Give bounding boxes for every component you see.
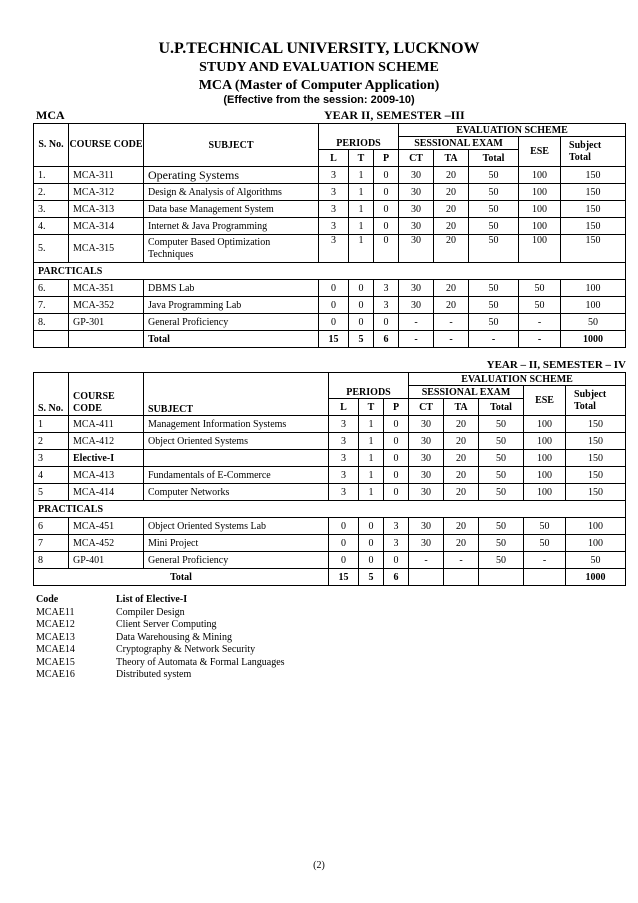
- cell-st: 150: [566, 467, 626, 484]
- cell-l: 3: [319, 235, 349, 263]
- cell-ta: 20: [434, 201, 469, 218]
- cell-subject: Java Programming Lab: [144, 297, 319, 314]
- cell-sno: 1.: [34, 167, 69, 184]
- cell-ta: 20: [444, 416, 479, 433]
- course-code-header: COURSE CODE: [69, 124, 144, 167]
- cell-ct: 30: [399, 184, 434, 201]
- cell-code: GP-401: [69, 552, 144, 569]
- list-item: [36, 657, 285, 670]
- subject-header: SUBJECT: [144, 124, 319, 167]
- ta-header: TA: [444, 399, 479, 416]
- totals-row: [34, 569, 626, 586]
- cell-ct: 30: [409, 535, 444, 552]
- cell-sno: 2: [34, 433, 69, 450]
- cell-ta: -: [444, 552, 479, 569]
- cell-total: 50: [479, 450, 524, 467]
- cell-st: 100: [566, 518, 626, 535]
- cell-ct: 30: [409, 416, 444, 433]
- elective-code: MCAE12: [36, 619, 75, 630]
- cell-subject: General Proficiency: [144, 552, 329, 569]
- list-item: [36, 632, 285, 645]
- cell-total: 50: [469, 167, 519, 184]
- elective-name: Distributed system: [116, 669, 192, 680]
- cell-sno: 5.: [34, 235, 69, 263]
- cell-total: 50: [469, 201, 519, 218]
- cell-l: 0: [319, 314, 349, 331]
- effective-session: (Effective from the session: 2009-10): [223, 94, 415, 106]
- cell-l: 3: [319, 218, 349, 235]
- cell-st: 100: [561, 280, 626, 297]
- cell-t: 1: [359, 433, 384, 450]
- cell-ese: 100: [519, 167, 561, 184]
- ese-header: ESE: [519, 137, 561, 167]
- cell-sno: 3: [34, 450, 69, 467]
- total-total: [479, 569, 524, 586]
- elective-list-header: List of Elective-I: [116, 594, 188, 605]
- subject-header: SUBJECT: [144, 373, 329, 416]
- cell-p: 0: [374, 167, 399, 184]
- table-row: [34, 218, 626, 235]
- cell-st: 150: [566, 416, 626, 433]
- evaluation-scheme-header: EVALUATION SCHEME: [399, 124, 626, 137]
- cell-subject: DBMS Lab: [144, 280, 319, 297]
- cell-p: 0: [374, 235, 399, 263]
- cell-ta: 20: [444, 467, 479, 484]
- t-header: T: [349, 150, 374, 167]
- cell-p: 3: [374, 280, 399, 297]
- cell-ese: 50: [524, 535, 566, 552]
- cell-st: 150: [561, 235, 626, 263]
- cell-st: 150: [566, 484, 626, 501]
- cell-total: 50: [479, 552, 524, 569]
- table-row: [34, 433, 626, 450]
- list-item: [36, 619, 285, 632]
- cell-l: 3: [319, 167, 349, 184]
- cell-code: MCA-411: [69, 416, 144, 433]
- list-item: [36, 644, 285, 657]
- cell-total: 50: [479, 433, 524, 450]
- evaluation-scheme-header: EVALUATION SCHEME: [409, 373, 626, 386]
- cell-ese: 100: [519, 184, 561, 201]
- cell-st: 100: [561, 297, 626, 314]
- cell-ta: 20: [434, 218, 469, 235]
- cell-ese: 100: [524, 450, 566, 467]
- cell-ese: 100: [524, 433, 566, 450]
- total-header: Total: [479, 399, 524, 416]
- total-header: Total: [469, 150, 519, 167]
- total-subject-total: 1000: [561, 331, 626, 348]
- cell-ese: -: [524, 552, 566, 569]
- cell-l: 0: [319, 297, 349, 314]
- elective-name: Compiler Design: [116, 606, 185, 618]
- sem4-table: [33, 372, 626, 586]
- total-ese: -: [519, 331, 561, 348]
- cell-total: 50: [469, 218, 519, 235]
- cell-subject: Management Information Systems: [144, 416, 329, 433]
- cell-ese: 50: [519, 297, 561, 314]
- total-p: 6: [374, 331, 399, 348]
- total-ta: [444, 569, 479, 586]
- cell-st: 150: [561, 184, 626, 201]
- cell-sno: 8: [34, 552, 69, 569]
- cell-code: MCA-451: [69, 518, 144, 535]
- cell-total: 50: [479, 518, 524, 535]
- cell-subject: [144, 450, 329, 467]
- table-row: [34, 201, 626, 218]
- cell-t: 1: [359, 484, 384, 501]
- cell-l: 3: [329, 433, 359, 450]
- l-header: L: [329, 399, 359, 416]
- sem3-right-label: YEAR II, SEMESTER –III: [324, 108, 465, 122]
- cell-t: 1: [349, 167, 374, 184]
- elective-code-header: Code: [36, 594, 59, 605]
- sem4-right-label: YEAR – II, SEMESTER – IV: [486, 359, 626, 371]
- cell-ct: 30: [399, 235, 434, 263]
- cell-l: 0: [329, 535, 359, 552]
- table-row: [34, 167, 626, 184]
- cell-t: 0: [349, 280, 374, 297]
- cell-sno: 7.: [34, 297, 69, 314]
- total-t: 5: [359, 569, 384, 586]
- cell-l: 3: [329, 416, 359, 433]
- cell-st: 150: [561, 201, 626, 218]
- section-label: PARCTICALS: [34, 263, 626, 280]
- cell-total: 50: [479, 535, 524, 552]
- cell-ta: 20: [444, 518, 479, 535]
- ese-header: ESE: [524, 386, 566, 416]
- cell-l: 0: [329, 518, 359, 535]
- subject-total-header: Subject Total: [561, 137, 626, 167]
- cell-ct: 30: [409, 467, 444, 484]
- cell-total: 50: [469, 184, 519, 201]
- cell-t: 0: [359, 535, 384, 552]
- cell-p: 3: [374, 297, 399, 314]
- cell-subject: Data base Management System: [144, 201, 319, 218]
- cell-p: 0: [374, 201, 399, 218]
- cell-total: 50: [479, 484, 524, 501]
- elective-name: Cryptography & Network Security: [116, 644, 256, 655]
- table-row: [34, 280, 626, 297]
- cell-subject: Operating Systems: [144, 167, 319, 184]
- cell-l: 0: [329, 552, 359, 569]
- total-l: 15: [319, 331, 349, 348]
- cell-code: Elective-I: [69, 450, 144, 467]
- cell-sno: 6: [34, 518, 69, 535]
- cell-code: MCA-313: [69, 201, 144, 218]
- cell-sno: 2.: [34, 184, 69, 201]
- cell-ese: -: [519, 314, 561, 331]
- cell-st: 50: [566, 552, 626, 569]
- cell-ese: 50: [524, 518, 566, 535]
- cell-code: MCA-315: [69, 235, 144, 263]
- elective-code: MCAE16: [36, 669, 75, 680]
- cell-subject: Computer Networks: [144, 484, 329, 501]
- cell-l: 3: [319, 201, 349, 218]
- total-total: -: [469, 331, 519, 348]
- table-row: [34, 184, 626, 201]
- cell-p: 0: [384, 433, 409, 450]
- cell-ta: 20: [444, 535, 479, 552]
- cell-ese: 100: [524, 467, 566, 484]
- elective-name: Theory of Automata & Formal Languages: [116, 656, 285, 668]
- sem3-table: [33, 123, 626, 348]
- cell-ct: 30: [399, 201, 434, 218]
- cell-total: 50: [469, 297, 519, 314]
- total-subject-total: 1000: [566, 569, 626, 586]
- cell-code: GP-301: [69, 314, 144, 331]
- section-label: PRACTICALS: [34, 501, 626, 518]
- cell-sno: 6.: [34, 280, 69, 297]
- table-row: [34, 535, 626, 552]
- total-ta: -: [434, 331, 469, 348]
- cell-t: 1: [349, 235, 374, 263]
- cell-l: 0: [319, 280, 349, 297]
- cell-p: 0: [384, 552, 409, 569]
- cell-ct: 30: [399, 218, 434, 235]
- cell-l: 3: [329, 484, 359, 501]
- cell-sno: 4: [34, 467, 69, 484]
- elective-code: MCAE15: [36, 656, 75, 668]
- table-row: [34, 467, 626, 484]
- cell-total: 50: [479, 467, 524, 484]
- cell-code: MCA-311: [69, 167, 144, 184]
- page-number: (2): [313, 860, 325, 871]
- cell-subject: Fundamentals of E-Commerce: [144, 467, 329, 484]
- table-row: [34, 314, 626, 331]
- cell-sno: 7: [34, 535, 69, 552]
- cell-ese: 100: [519, 201, 561, 218]
- cell-ct: 30: [399, 167, 434, 184]
- table-row: [34, 484, 626, 501]
- cell-code: MCA-314: [69, 218, 144, 235]
- cell-ct: 30: [409, 484, 444, 501]
- sessional-exam-header: SESSIONAL EXAM: [399, 137, 519, 150]
- totals-row: [34, 331, 626, 348]
- cell-subject: Object Oriented Systems: [144, 433, 329, 450]
- periods-header: PERIODS: [319, 124, 399, 150]
- elective-code: MCAE14: [36, 644, 75, 655]
- cell-t: 1: [349, 184, 374, 201]
- elective-list: [36, 594, 285, 682]
- cell-subject: Mini Project: [144, 535, 329, 552]
- total-ese: [524, 569, 566, 586]
- cell-st: 100: [566, 535, 626, 552]
- elective-name: Client Server Computing: [116, 619, 217, 630]
- cell-l: 3: [319, 184, 349, 201]
- table-row: [34, 416, 626, 433]
- scheme-title: STUDY AND EVALUATION SCHEME: [199, 60, 439, 75]
- cell-ta: 20: [434, 297, 469, 314]
- periods-header: PERIODS: [329, 373, 409, 399]
- elective-code: MCAE13: [36, 631, 75, 643]
- cell-ct: 30: [409, 518, 444, 535]
- cell-ct: 30: [399, 280, 434, 297]
- cell-ese: 100: [524, 416, 566, 433]
- cell-ta: -: [434, 314, 469, 331]
- cell-t: 0: [359, 552, 384, 569]
- cell-ct: 30: [409, 450, 444, 467]
- cell-code: MCA-352: [69, 297, 144, 314]
- total-l: 15: [329, 569, 359, 586]
- cell-t: 1: [349, 218, 374, 235]
- cell-ta: 20: [434, 184, 469, 201]
- elective-code: MCAE11: [36, 606, 75, 618]
- cell-total: 50: [469, 235, 519, 263]
- table-row: [34, 552, 626, 569]
- cell-st: 150: [566, 450, 626, 467]
- subject-total-header: Subject Total: [566, 386, 626, 416]
- cell-t: 1: [359, 416, 384, 433]
- cell-code: MCA-312: [69, 184, 144, 201]
- ct-header: CT: [409, 399, 444, 416]
- cell-p: 0: [374, 314, 399, 331]
- cell-sno: 3.: [34, 201, 69, 218]
- cell-code: MCA-413: [69, 467, 144, 484]
- cell-t: 0: [349, 297, 374, 314]
- cell-subject: Computer Based Optimization Techniques: [144, 235, 319, 263]
- cell-t: 0: [349, 314, 374, 331]
- cell-code: MCA-452: [69, 535, 144, 552]
- table-row: [34, 450, 626, 467]
- cell-sno: 5: [34, 484, 69, 501]
- total-ct: -: [399, 331, 434, 348]
- university-title: U.P.TECHNICAL UNIVERSITY, LUCKNOW: [158, 40, 480, 57]
- cell-ta: 20: [434, 235, 469, 263]
- cell-t: 1: [359, 450, 384, 467]
- cell-ct: 30: [409, 433, 444, 450]
- cell-code: MCA-412: [69, 433, 144, 450]
- sno-header: S. No.: [34, 373, 69, 416]
- total-label: Total: [34, 569, 329, 586]
- cell-ta: 20: [434, 280, 469, 297]
- p-header: P: [374, 150, 399, 167]
- cell-st: 50: [561, 314, 626, 331]
- cell-ct: -: [409, 552, 444, 569]
- cell-st: 150: [561, 218, 626, 235]
- cell-sno: 8.: [34, 314, 69, 331]
- total-p: 6: [384, 569, 409, 586]
- cell-l: 3: [329, 467, 359, 484]
- table-row: [34, 518, 626, 535]
- cell-subject: Design & Analysis of Algorithms: [144, 184, 319, 201]
- cell-ese: 100: [524, 484, 566, 501]
- cell-p: 0: [374, 184, 399, 201]
- cell-total: 50: [469, 280, 519, 297]
- table-row: [34, 235, 626, 263]
- cell-p: 0: [384, 484, 409, 501]
- cell-ese: 100: [519, 235, 561, 263]
- cell-p: 3: [384, 535, 409, 552]
- cell-code: MCA-351: [69, 280, 144, 297]
- sno-header: S. No.: [34, 124, 69, 167]
- cell-subject: Object Oriented Systems Lab: [144, 518, 329, 535]
- cell-subject: Internet & Java Programming: [144, 218, 319, 235]
- l-header: L: [319, 150, 349, 167]
- cell-st: 150: [566, 433, 626, 450]
- cell-p: 0: [374, 218, 399, 235]
- cell-t: 1: [349, 201, 374, 218]
- cell-code: MCA-414: [69, 484, 144, 501]
- cell-t: 1: [359, 467, 384, 484]
- t-header: T: [359, 399, 384, 416]
- ct-header: CT: [399, 150, 434, 167]
- cell-p: 0: [384, 467, 409, 484]
- cell-sno: 1: [34, 416, 69, 433]
- ta-header: TA: [434, 150, 469, 167]
- cell-p: 0: [384, 416, 409, 433]
- sessional-exam-header: SESSIONAL EXAM: [409, 386, 524, 399]
- total-label: Total: [144, 331, 319, 348]
- list-item: [36, 669, 285, 682]
- total-ct: [409, 569, 444, 586]
- cell-total: 50: [469, 314, 519, 331]
- course-code-header: COURSE CODE: [69, 373, 144, 416]
- cell-ct: -: [399, 314, 434, 331]
- elective-name: Data Warehousing & Mining: [116, 631, 232, 643]
- cell-p: 0: [384, 450, 409, 467]
- cell-st: 150: [561, 167, 626, 184]
- cell-ta: 20: [434, 167, 469, 184]
- cell-p: 3: [384, 518, 409, 535]
- cell-subject: General Proficiency: [144, 314, 319, 331]
- cell-sno: 4.: [34, 218, 69, 235]
- program-title: MCA (Master of Computer Application): [198, 78, 440, 93]
- table-row: [34, 297, 626, 314]
- sem3-left-label: MCA: [36, 108, 65, 122]
- cell-ese: 50: [519, 280, 561, 297]
- p-header: P: [384, 399, 409, 416]
- cell-total: 50: [479, 416, 524, 433]
- cell-l: 3: [329, 450, 359, 467]
- cell-t: 0: [359, 518, 384, 535]
- cell-ta: 20: [444, 484, 479, 501]
- total-t: 5: [349, 331, 374, 348]
- cell-ta: 20: [444, 433, 479, 450]
- cell-ct: 30: [399, 297, 434, 314]
- cell-ese: 100: [519, 218, 561, 235]
- cell-ta: 20: [444, 450, 479, 467]
- list-item: [36, 607, 285, 620]
